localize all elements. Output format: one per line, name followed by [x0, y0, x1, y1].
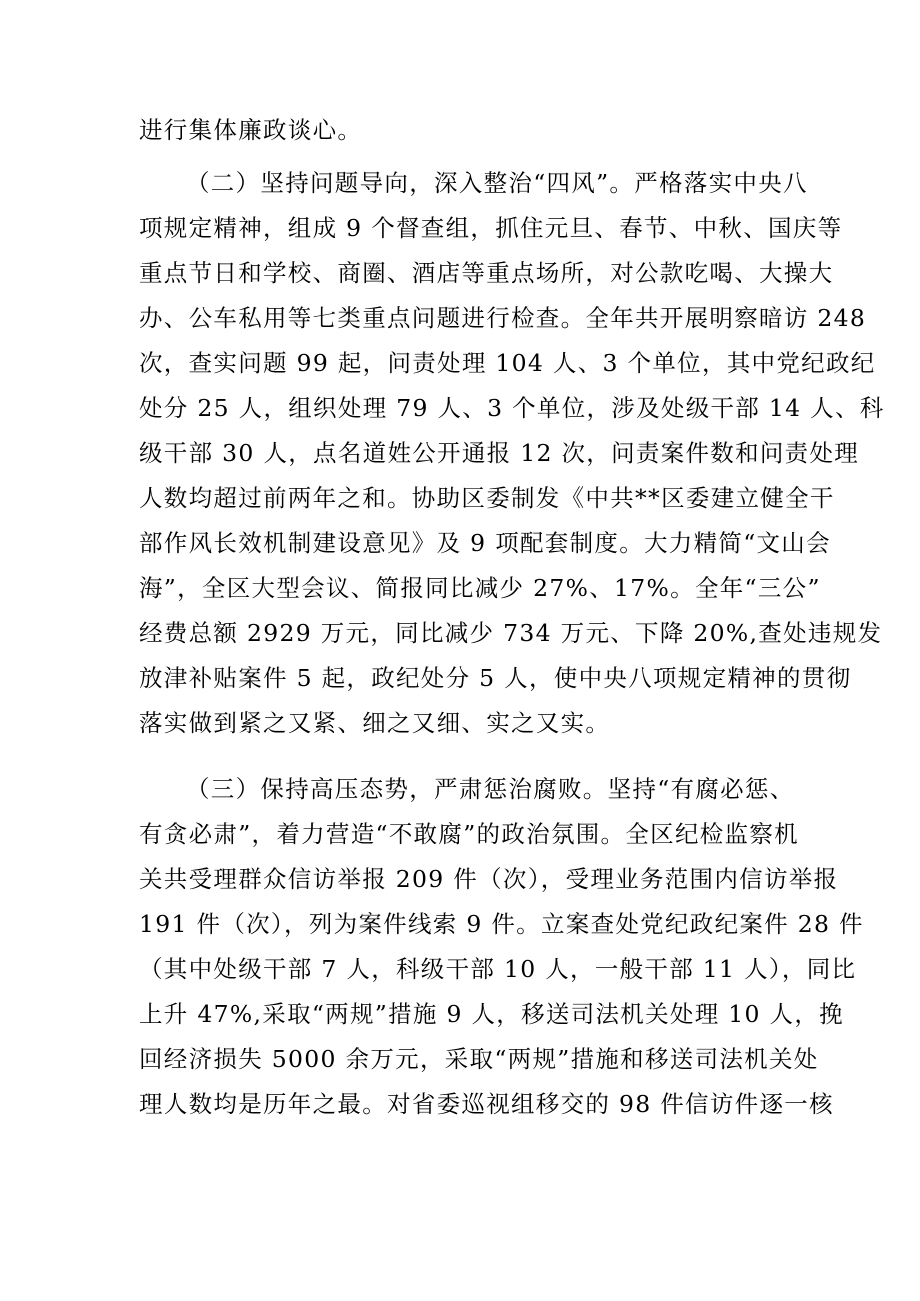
text-line: （其中处级干部 7 人，科级干部 10 人，一般干部 11 人），同比 [139, 955, 857, 983]
text-line: 有贪必肃”，着力营造“不敢腐”的政治氛围。全区纪检监察机 [139, 820, 799, 848]
paragraph-anti-corruption [139, 767, 864, 1127]
text-line: （三）保持高压态势，严肃惩治腐败。坚持“有腐必惩、 [186, 775, 795, 803]
text-line: 191 件（次），列为案件线索 9 件。立案查处党纪政纪案件 28 件 [139, 910, 864, 938]
paragraph-anti-four-winds [139, 161, 885, 746]
text-line: 项规定精神，组成 9 个督查组，抓住元旦、春节、中秋、国庆等 [139, 214, 843, 242]
text-line: 进行集体廉政谈心。 [139, 116, 363, 144]
text-line: 关共受理群众信访举报 209 件（次），受理业务范围内信访举报 [139, 865, 839, 893]
text-line: 办、公车私用等七类重点问题进行检查。全年共开展明察暗访 248 [139, 304, 867, 332]
text-line: 经费总额 2929 万元，同比减少 734 万元、下降 20%,查处违规发 [139, 619, 883, 647]
text-line: 落实做到紧之又紧、细之又细、实之又实。 [139, 709, 611, 737]
text-line: （二）坚持问题导向，深入整治“四风”。严格落实中央八 [186, 169, 808, 197]
text-line: 人数均超过前两年之和。协助区委制发《中共**区委建立健全干 [139, 484, 835, 512]
text-line: 海”，全区大型会议、简报同比减少 27%、17%。全年“三公” [139, 574, 821, 602]
text-line: 上升 47%,采取“两规”措施 9 人，移送司法机关处理 10 人，挽 [139, 1000, 844, 1028]
text-line: 理人数均是历年之最。对省委巡视组移交的 98 件信访件逐一核 [139, 1090, 834, 1118]
text-line: 放津补贴案件 5 起，政纪处分 5 人，使中央八项规定精神的贯彻 [139, 664, 852, 692]
text-line: 重点节日和学校、商圈、酒店等重点场所，对公款吃喝、大操大 [139, 259, 834, 287]
text-line: 次，查实问题 99 起，问责处理 104 人、3 个单位，其中党纪政纪 [139, 349, 876, 377]
text-line: 级干部 30 人，点名道姓公开通报 12 次，问责案件数和问责处理 [139, 439, 860, 467]
text-line: 回经济损失 5000 余万元，采取“两规”措施和移送司法机关处 [139, 1045, 819, 1073]
text-line: 部作风长效机制建设意见》及 9 项配套制度。大力精简“文山会 [139, 529, 831, 557]
paragraph-continuation [139, 108, 799, 153]
text-line: 处分 25 人，组织处理 79 人、3 个单位，涉及处级干部 14 人、科 [139, 394, 885, 422]
